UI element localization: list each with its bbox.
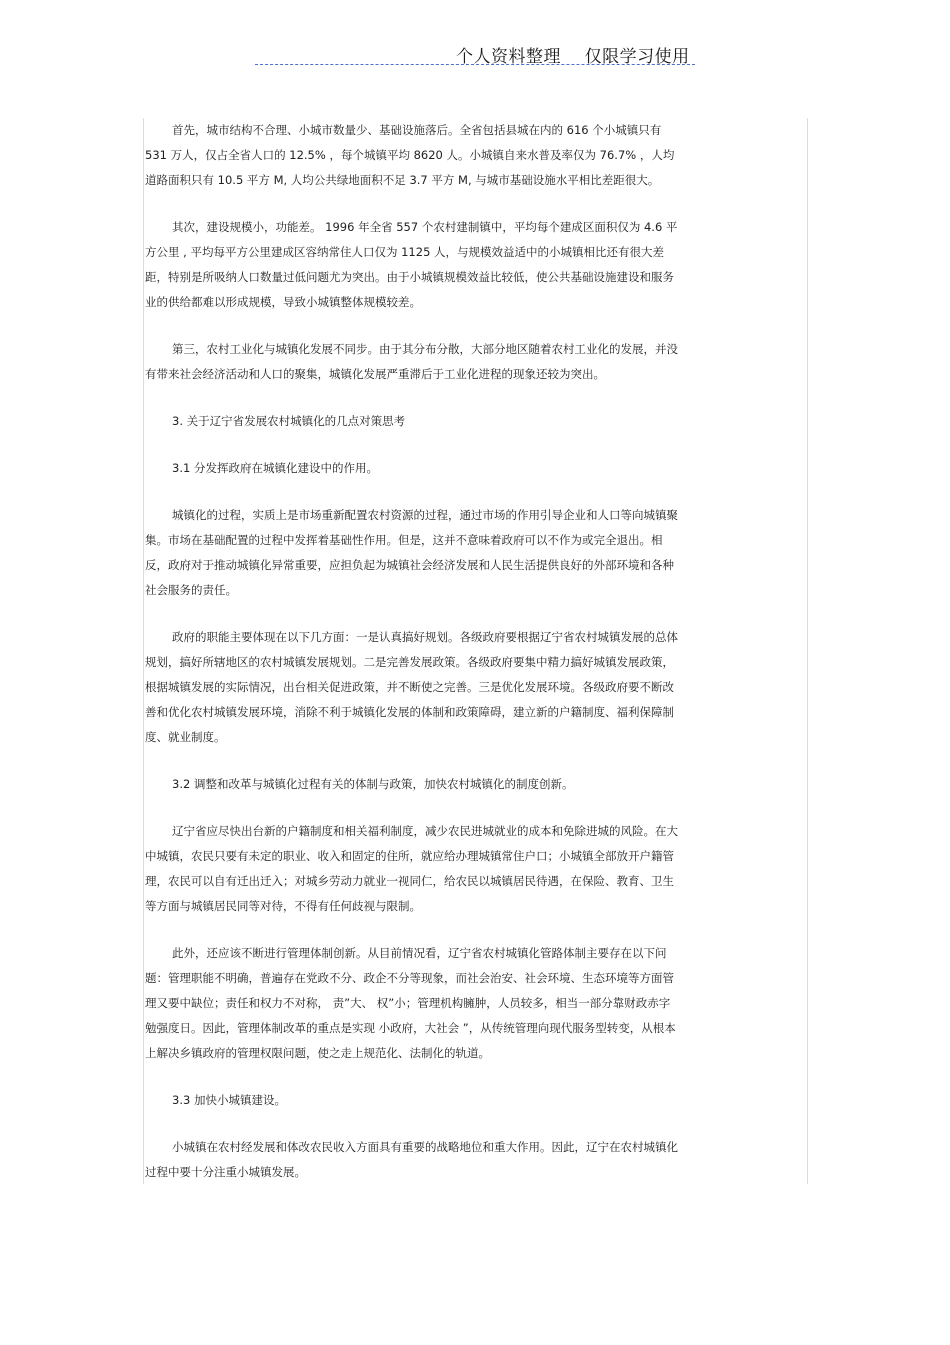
text-line: 此外，还应该不断进行管理体制创新。从目前情况看，辽宁省农村城镇化管路体制主要存在以下问: [172, 946, 667, 960]
paragraph-city-structure: [145, 118, 800, 193]
text-line: 理，农民可以自有迁出迁入；对城乡劳动力就业一视同仁，给农民以城镇居民待遇，在保险、教育、卫生: [145, 874, 674, 888]
paragraph-small-town-construction: [145, 1135, 800, 1185]
page-header-title: 个人资料整理 仅限学习使用: [456, 47, 690, 67]
text-line: 规划，搞好所辖地区的农村城镇发展规划。二是完善发展政策。各级政府要集中精力搞好城镇发展政策，: [145, 655, 674, 669]
text-line: 道路面积只有 10.5 平方 M, 人均公共绿地面积不足 3.7 平方 M, 与城市基础设施水平相比差距很大。: [145, 173, 660, 187]
text-line: 过程中要十分注重小城镇发展。: [145, 1165, 306, 1179]
text-line: 城镇化的过程，实质上是市场重新配置农村资源的过程，通过市场的作用引导企业和人口等向城镇聚: [172, 508, 678, 522]
header-dashed-underline: [255, 64, 695, 65]
text-line: 辽宁省应尽快出台新的户籍制度和相关福利制度，减少农民进城就业的成本和免除进城的风险。在大: [172, 824, 678, 838]
text-line: 方公里 , 平均每平方公里建成区容纳常住人口仅为 1125 人，与规模效益适中的小城镇相比还有很大差: [145, 245, 665, 259]
content-frame-right-border: [807, 118, 808, 1184]
text-line: 根据城镇发展的实际情况，出台相关促进政策，并不断使之完善。三是优化发展环境。各级政府要不断改: [145, 680, 674, 694]
text-line: 题：管理职能不明确，普遍存在党政不分、政企不分等现象，而社会治安、社会环境、生态环境等方面管: [145, 971, 674, 985]
text-line: 等方面与城镇居民同等对待，不得有任何歧视与限制。: [145, 899, 421, 913]
text-line: 有带来社会经济活动和人口的聚集，城镇化发展严重滞后于工业化进程的现象还较为突出。: [145, 367, 605, 381]
paragraph-government-functions: [145, 625, 800, 750]
text-line: 理又要中缺位；责任和权力不对称， 责”大、 权”小；管理机构臃肿，人员较多，相当一部分靠财政赤字: [145, 996, 671, 1010]
text-line: 上解决乡镇政府的管理权限问题，使之走上规范化、法制化的轨道。: [145, 1046, 490, 1060]
paragraph-industrialization: [145, 337, 800, 387]
text-line: 善和优化农村城镇发展环境，消除不利于城镇化发展的体制和政策障碍，建立新的户籍制度、福利保障制: [145, 705, 674, 719]
text-line: 度、就业制度。: [145, 730, 226, 744]
document-body: [145, 118, 800, 1207]
text-line: 其次，建设规模小，功能差。 1996 年全省 557 个农村建制镇中，平均每个建成区面积仅为 4.6 平: [172, 220, 678, 234]
text-line: 政府的职能主要体现在以下几方面：一是认真搞好规划。各级政府要根据辽宁省农村城镇发展的总体: [172, 630, 678, 644]
section-heading-3-2: 3.2 调整和改革与城镇化过程有关的体制与政策，加快农村城镇化的制度创新。: [172, 777, 574, 791]
content-frame-left-border: [143, 118, 144, 1184]
text-line: 首先，城市结构不合理、小城市数量少、基础设施落后。全省包括县城在内的 616 个小城镇只有: [172, 123, 662, 137]
text-line: 第三，农村工业化与城镇化发展不同步。由于其分布分散，大部分地区随着农村工业化的发展，并没: [172, 342, 678, 356]
text-line: 小城镇在农村经发展和体改农民收入方面具有重要的战略地位和重大作用。因此，辽宁在农村城镇化: [172, 1140, 678, 1154]
paragraph-scale-small: [145, 215, 800, 315]
paragraph-urbanization-process: [145, 503, 800, 603]
text-line: 勉强度日。因此，管理体制改革的重点是实现 小政府，大社会 ”，从传统管理向现代服务型转变，从根本: [145, 1021, 676, 1035]
text-line: 社会服务的责任。: [145, 583, 237, 597]
paragraph-management-innovation: [145, 941, 800, 1066]
text-line: 531 万人，仅占全省人口的 12.5% ，每个城镇平均 8620 人。小城镇自来水普及率仅为 76.7% ，人均: [145, 148, 675, 162]
text-line: 业的供给都难以形成规模，导致小城镇整体规模较差。: [145, 295, 421, 309]
section-heading-3-1: 3.1 分发挥政府在城镇化建设中的作用。: [172, 461, 378, 475]
text-line: 集。市场在基础配置的过程中发挥着基础性作用。但是，这并不意味着政府可以不作为或完全退出。相: [145, 533, 663, 547]
text-line: 反，政府对于推动城镇化异常重要，应担负起为城镇社会经济发展和人民生活提供良好的外部环境和各种: [145, 558, 674, 572]
section-heading-3: 3. 关于辽宁省发展农村城镇化的几点对策思考: [172, 414, 406, 428]
text-line: 距，特别是所吸纳人口数量过低问题尤为突出。由于小城镇规模效益比较低，使公共基础设施建设和服务: [145, 270, 674, 284]
paragraph-household-registration: [145, 819, 800, 919]
text-line: 中城镇，农民只要有未定的职业、收入和固定的住所，就应给办理城镇常住户口；小城镇全部放开户籍管: [145, 849, 674, 863]
section-heading-3-3: 3.3 加快小城镇建设。: [172, 1093, 286, 1107]
